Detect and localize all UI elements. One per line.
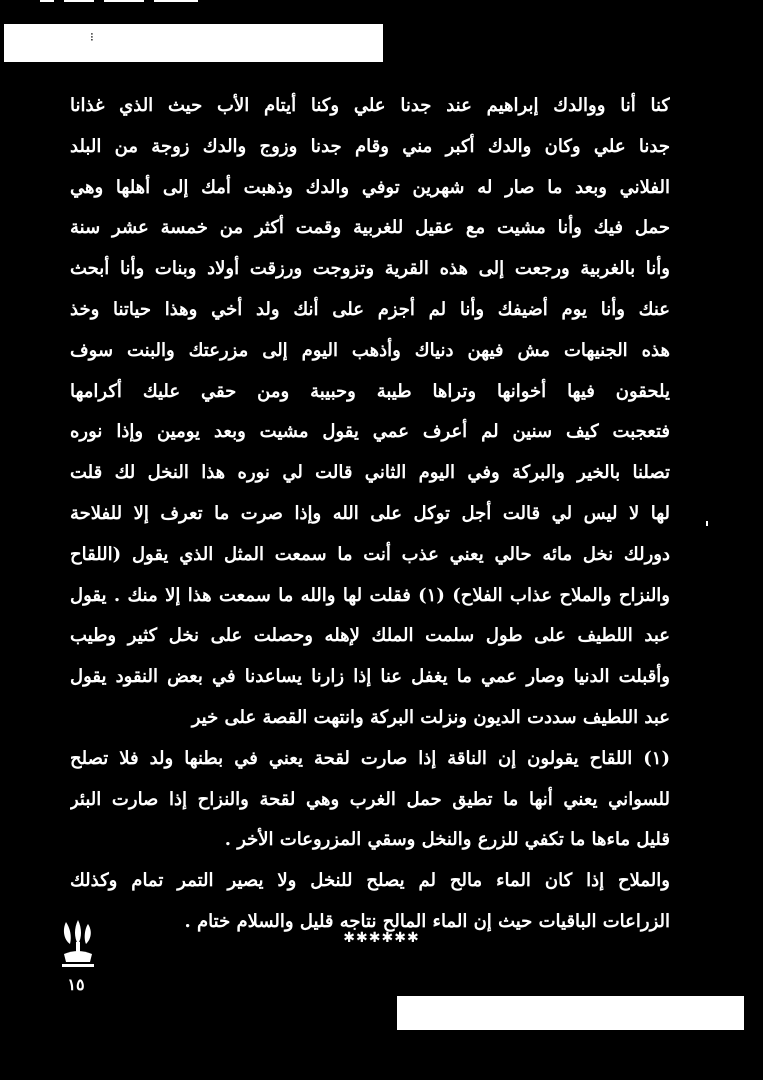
page-body — [70, 86, 670, 943]
text-line: وأقبلت الدنيا وصار عمي ما يغفل عنا إذا زارنا يساعدنا في بعض النقود يقول — [70, 666, 670, 688]
section-separator: ✱✱✱✱✱✱ — [343, 930, 420, 946]
text-line: عبد اللطيف على طول سلمت الملك لإهله وحصلت على نخل كثير وطيب — [70, 625, 670, 647]
text-line: تصلنا بالخير والبركة وفي اليوم الثاني قالت لي نوره هذا النخل لك قلت — [70, 462, 670, 484]
text-line: وأنا بالغربية ورجعت إلى هذه القرية وتزوجت ورزقت أولاد وبنات وأنا أبحث — [70, 258, 670, 280]
story-paragraph — [70, 86, 670, 739]
stray-mark — [706, 521, 708, 526]
footnote-line: الزراعات الباقيات حيث إن الماء المالح نتاجه قليل والسلام ختام . — [184, 910, 670, 932]
footnote-line: قليل ماءها ما تكفي للزرع والنخل وسقي المزروعات الأخر . — [224, 829, 670, 851]
header-mark: ⁝ — [90, 30, 94, 44]
top-dashes — [40, 0, 220, 6]
footnote-line: والملاح إذا كان الماء مالح لم يصلح للنخل ولا يصير التمر تمام وكذلك — [70, 870, 670, 892]
text-line: الفلاني وبعد ما صار له شهرين توفي والدك وذهبت أمك إلى أهلها وهي — [70, 176, 670, 198]
text-line: جدنا علي وكان والدك أكبر مني وقام جدنا وزوج والدك زوجة من البلد — [70, 135, 670, 157]
text-line: والنزاح والملاح عذاب الفلاح) (١) فقلت لها والله ما سمعت هذا إلا منك . يقول — [70, 584, 670, 606]
text-line: دورلك نخل مائه حالي يعني عذب أنت ما سمعت المثل الذي يقول (اللقاح — [70, 543, 670, 565]
text-line: عبد اللطيف سددت الديون ونزلت البركة وانتهت القصة على خير — [191, 706, 670, 728]
text-line: حمل فيك وأنا مشيت مع عقيل للغربية وقمت أكثر من خمسة عشر سنة — [70, 217, 670, 239]
footnote-line: للسواني يعني أنها ما تطيق حمل الغرب وهي لقحة والنزاح إذا صارت البئر — [70, 788, 670, 810]
text-line: لها لا ليس لي قالت أجل توكل على الله وإذا صرت ما تعرف إلا للفلاحة — [70, 502, 670, 524]
palm-plant-logo-icon — [56, 918, 96, 972]
footer-redaction-box — [397, 996, 744, 1030]
text-line: هذه الجنيهات مش فيهن دنياك وأذهب اليوم إلى مزرعتك والبنت سوف — [70, 339, 670, 361]
page-number: ١٥ — [67, 975, 85, 994]
header-redaction-box — [4, 24, 383, 62]
footnote-paragraph — [70, 739, 670, 943]
text-line: يلحقون فيها أخوانها وتراها طيبة وحبيبة ومن حقي عليك أكرامها — [70, 380, 670, 402]
text-line: عنك وأنا يوم أضيفك وأنا لم أجزم على أنك ولد أخي وهذا حياتنا وخذ — [70, 298, 670, 320]
text-line: كنا أنا ووالدك إبراهيم عند جدنا علي وكنا أيتام الأب حيث الذي غذانا — [70, 95, 670, 116]
footnote-line: (١) اللقاح يقولون إن الناقة إذا صارت لقحة يعني في بطنها ولد فلا تصلح — [70, 747, 670, 769]
text-line: فتعجبت كيف سنين لم أعرف عمي يقول مشيت وبعد يومين وإذا نوره — [70, 421, 670, 443]
